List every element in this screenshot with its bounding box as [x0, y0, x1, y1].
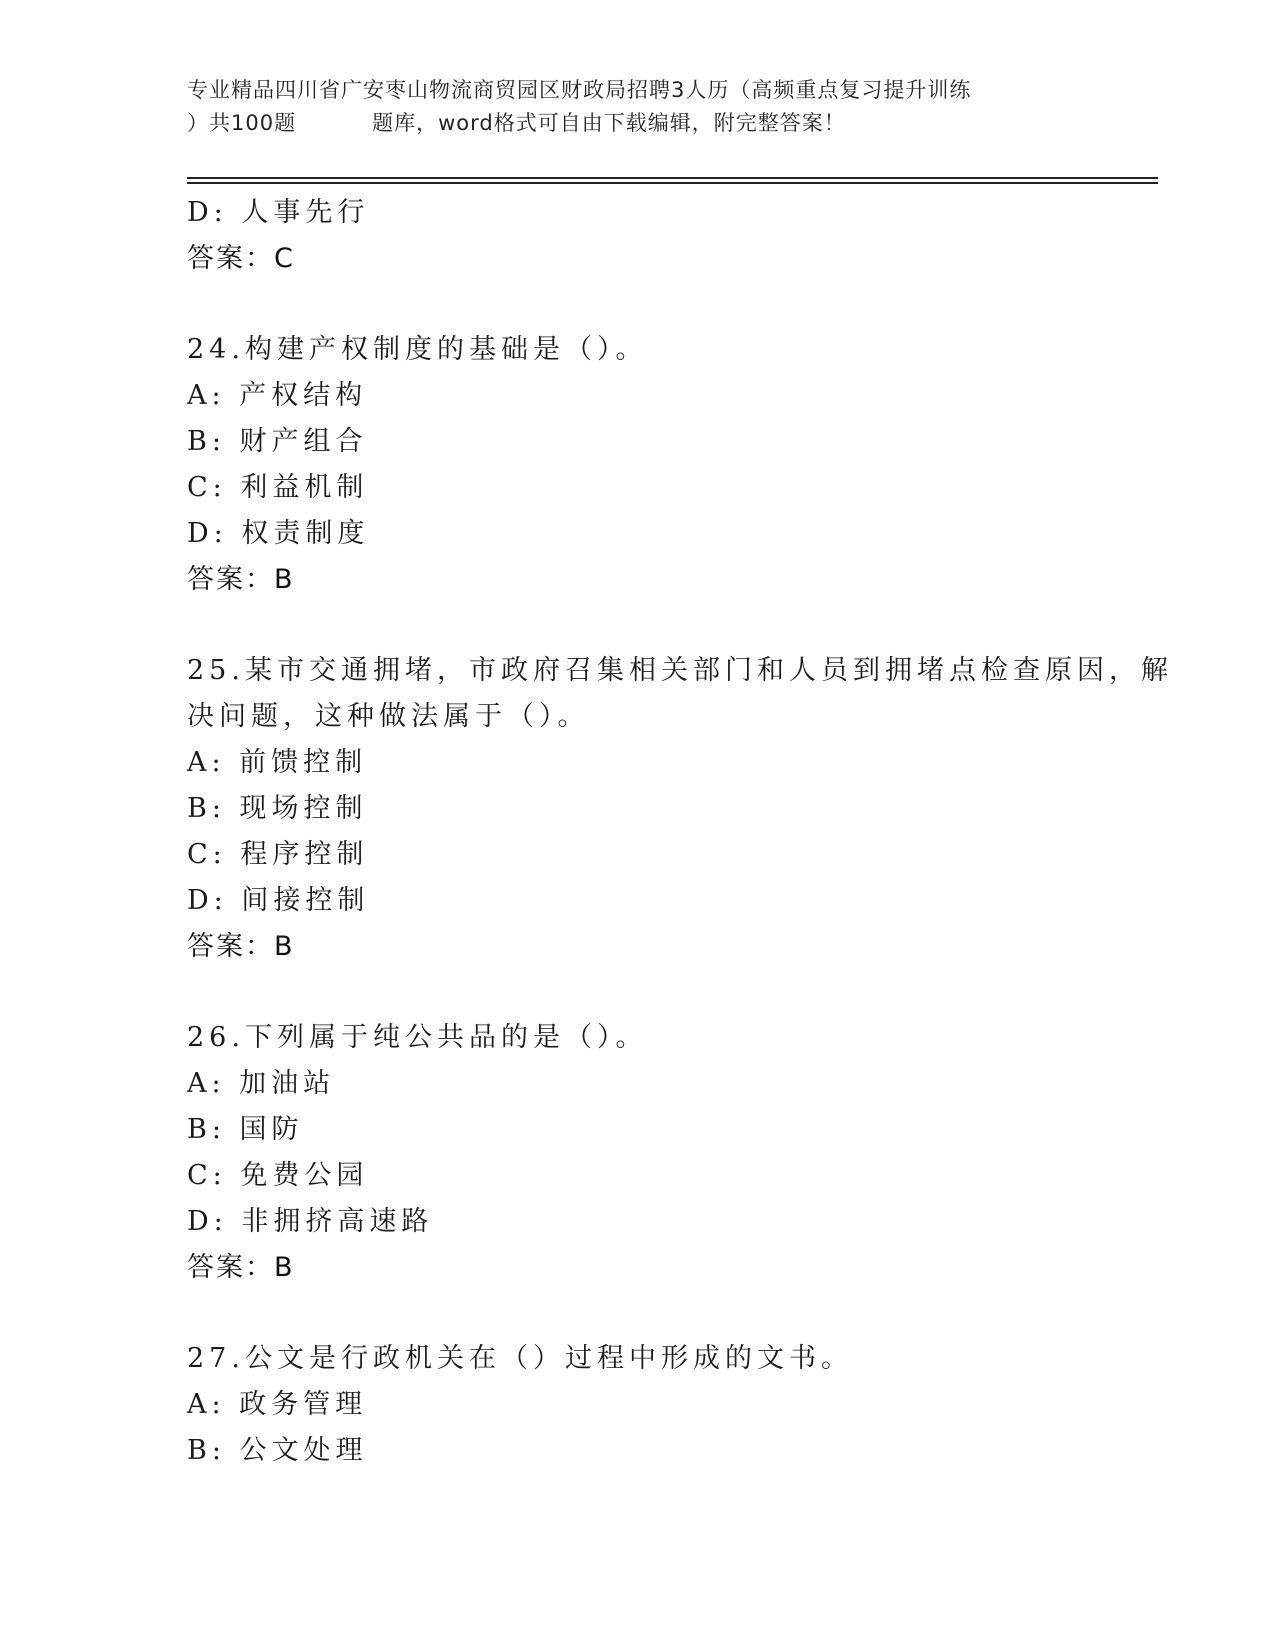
option-b: B: 国防 [187, 1114, 304, 1145]
option-d: D: 权责制度 [187, 518, 370, 549]
option-c: C: 免费公园 [187, 1160, 369, 1191]
option-b: B: 现场控制 [187, 793, 368, 824]
question-24 [187, 327, 1087, 603]
question-list [187, 190, 1173, 1474]
document-header [187, 74, 1087, 140]
answer-line: 答案：C [187, 243, 295, 274]
option-a: A: 产权结构 [187, 380, 368, 411]
header-count: ）共100题 [187, 111, 297, 135]
answer-line: 答案：B [187, 564, 295, 595]
option-c: C: 利益机制 [187, 472, 369, 503]
header-divider-bottom [187, 182, 1158, 184]
header-title-line1: 专业精品四川省广安枣山物流商贸园区财政局招聘3人历（高频重点复习提升训练 [187, 78, 972, 102]
question-stem: 25.某市交通拥堵，市政府召集相关部门和人员到拥堵点检查原因，解 [187, 655, 1173, 686]
option-a: A: 前馈控制 [187, 747, 368, 778]
option-a: A: 加油站 [187, 1068, 336, 1099]
header-divider-top [187, 177, 1158, 179]
option-d: D: 间接控制 [187, 885, 370, 916]
question-stem: 27.公文是行政机关在（）过程中形成的文书。 [187, 1343, 853, 1374]
answer-line: 答案：B [187, 931, 295, 962]
question-26 [187, 1015, 1087, 1291]
option-d: D: 人事先行 [187, 197, 370, 228]
header-title-line2 [187, 107, 1087, 140]
option-b: B: 公文处理 [187, 1435, 368, 1466]
question-27 [187, 1336, 1087, 1474]
option-c: C: 程序控制 [187, 839, 369, 870]
previous-question-tail [187, 190, 1087, 282]
answer-line: 答案：B [187, 1252, 295, 1283]
question-stem: 26.下列属于纯公共品的是（）。 [187, 1022, 648, 1053]
header-description: 题库，word格式可自由下载编辑，附完整答案！ [372, 111, 846, 135]
question-stem-continued: 决问题，这种做法属于（）。 [187, 701, 590, 732]
option-d: D: 非拥挤高速路 [187, 1206, 434, 1237]
question-25 [187, 648, 1173, 970]
option-a: A: 政务管理 [187, 1389, 368, 1420]
question-stem: 24.构建产权制度的基础是（）。 [187, 334, 648, 365]
option-b: B: 财产组合 [187, 426, 368, 457]
